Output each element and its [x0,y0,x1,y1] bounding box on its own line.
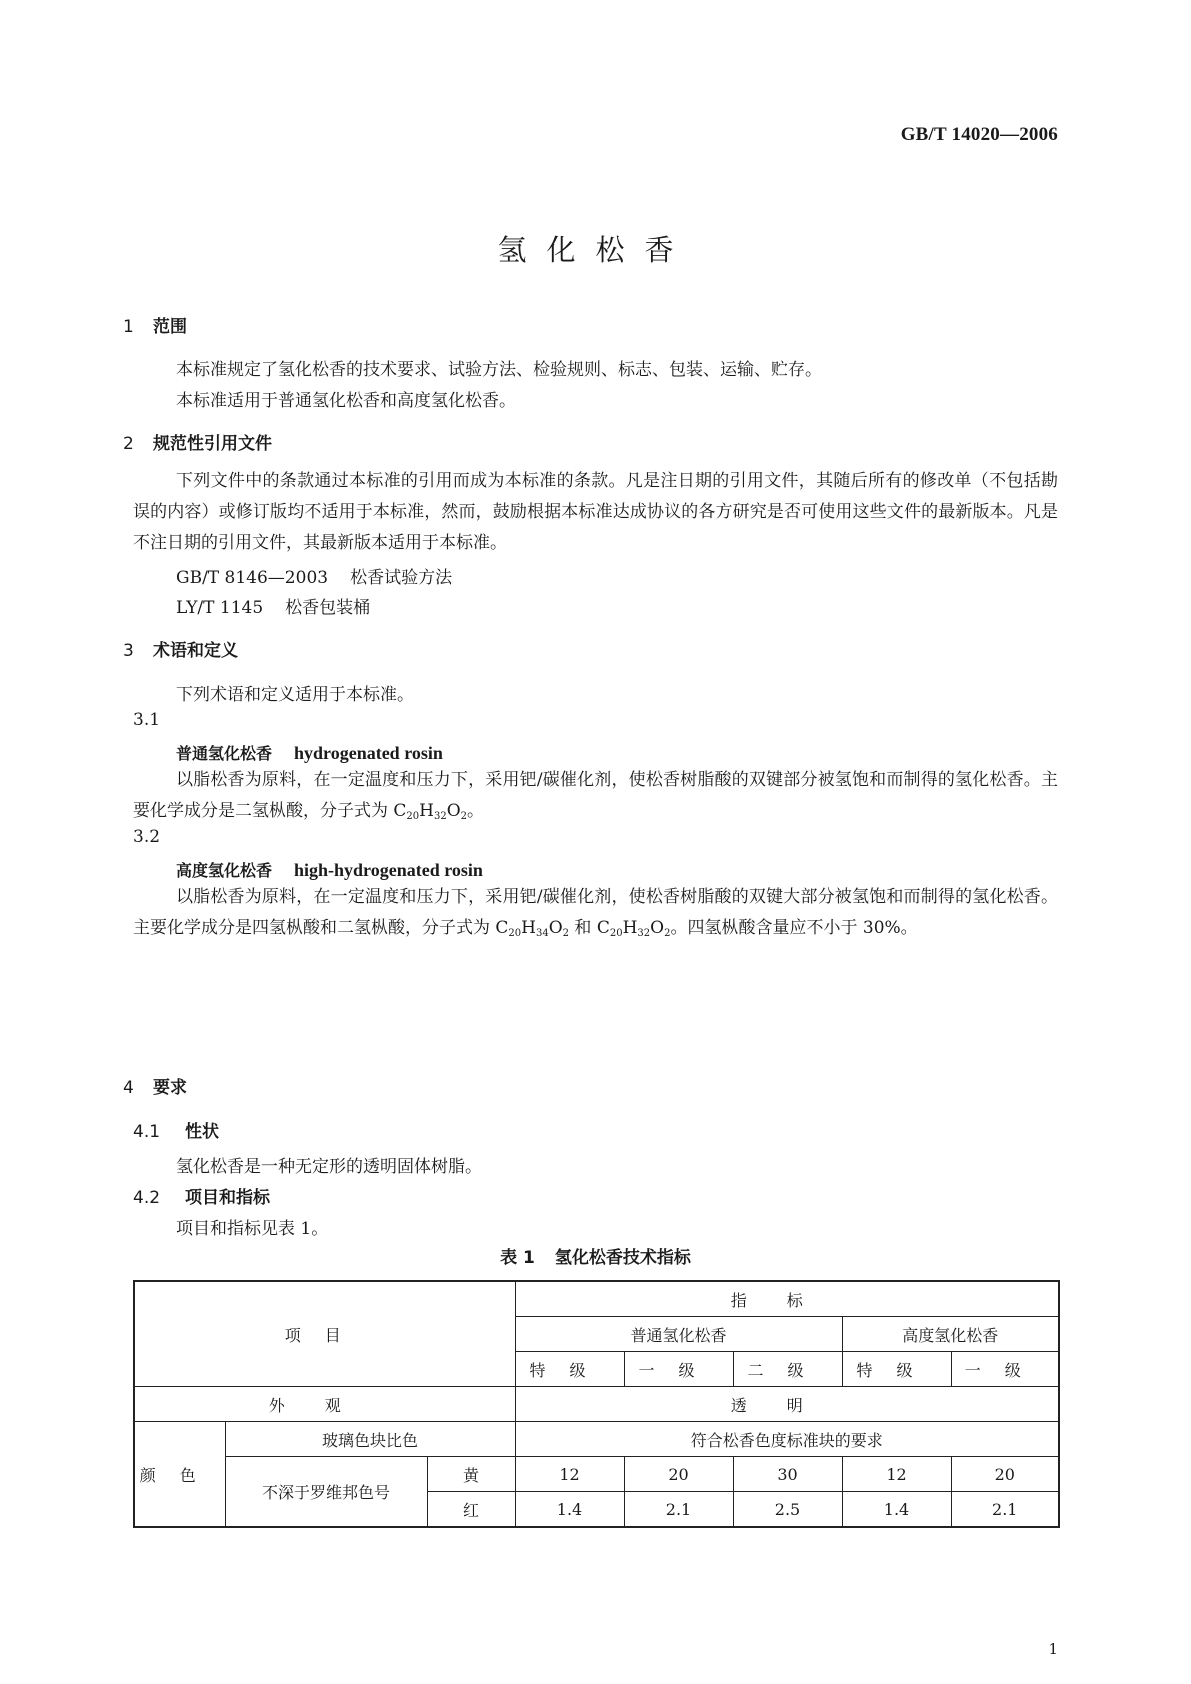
section-title: 性状 [185,1122,219,1142]
page-number: 1 [1048,1640,1058,1658]
paragraph: 本标准适用于普通氢化松香和高度氢化松香。 [176,391,516,411]
term-zh: 普通氢化松香 [176,744,273,763]
table-cell: 2.1 [624,1492,733,1528]
grade-cell: 特级 [515,1352,624,1387]
term-en: hydrogenated rosin [294,743,443,763]
formula: $C_{20}H_{32}O_2$ [393,801,468,822]
section-number: 2 [123,434,134,454]
term-zh: 高度氢化松香 [176,861,273,880]
table-row [134,1281,1059,1317]
table-cell: 2.1 [951,1492,1059,1528]
section-number: 4.1 [133,1122,161,1142]
header-group-a: 普通氢化松香 [515,1317,842,1352]
spec-table [133,1280,1060,1528]
section-number: 3 [123,641,134,661]
formula: $C_{20}H_{32}O_2$ [596,918,671,939]
paragraph: 氢化松香是一种无定形的透明固体树脂。 [176,1157,482,1177]
section-4-2-heading [133,1183,270,1208]
grade-cell: 一级 [951,1352,1059,1387]
paragraph: 下列文件中的条款通过本标准的引用而成为本标准的条款。凡是注日期的引用文件，其随后所有的修改单（不包括勘误的内容）或修订版均不适用于本标准，然而，鼓励根据本标准达成协议的各方研究是否可使用这些文件的最新版本。凡是不注日期的引用文件，其最新版本适用于本标准。 [133,471,1058,553]
table-label: 表 1 [500,1248,535,1268]
section-title: 范围 [153,317,187,337]
header-item: 项目 [134,1281,515,1387]
paragraph: 下列术语和定义适用于本标准。 [176,685,414,705]
term-definition: 以脂松香为原料，在一定温度和压力下，采用钯/碳催化剂，使松香树脂酸的双键部分被氢饱和而制得的氢化松香。主要化学成分是二氢枞酸，分子式为 $C_{20}H_{32}O_2$。 [133,770,1058,822]
table-cell: 20 [624,1457,733,1492]
reference-name: 松香包装桶 [285,598,371,618]
table-cell: 1.4 [842,1492,951,1528]
paragraph: 项目和指标见表 1。 [176,1219,329,1239]
table-cell: 30 [733,1457,842,1492]
term-heading [176,741,443,764]
table-row [134,1387,1059,1422]
appearance-label: 外观 [134,1387,515,1422]
table-cell: 12 [515,1457,624,1492]
section-number: 4 [123,1078,134,1098]
standard-number: GB/T 14020—2006 [900,124,1058,145]
color-label: 颜色 [134,1422,225,1528]
term-number: 3.1 [133,710,161,730]
header-group-b: 高度氢化松香 [842,1317,1059,1352]
section-number: 4.2 [133,1188,161,1208]
reference-item [176,563,452,588]
table-cell: 2.5 [733,1492,842,1528]
grade-cell: 二级 [733,1352,842,1387]
section-1-heading [123,312,187,337]
section-2-heading [123,429,272,454]
glass-label: 玻璃色块比色 [225,1422,515,1457]
appearance-value: 透明 [515,1387,1059,1422]
reference-name: 松香试验方法 [350,568,453,588]
reference-code: LY/T 1145 [176,598,264,618]
term-number: 3.2 [133,827,161,847]
table-cell: 12 [842,1457,951,1492]
reference-item [176,593,370,618]
grade-cell: 特级 [842,1352,951,1387]
section-4-heading [123,1073,187,1098]
yellow-label: 黄 [427,1457,515,1492]
section-title: 术语和定义 [153,641,238,661]
grade-cell: 一级 [624,1352,733,1387]
section-title: 项目和指标 [185,1188,270,1208]
paragraph: 本标准规定了氢化松香的技术要求、试验方法、检验规则、标志、包装、运输、贮存。 [176,360,822,380]
table-cell: 1.4 [515,1492,624,1528]
section-title: 要求 [153,1078,187,1098]
table-caption [0,1243,1191,1268]
term-heading [176,858,483,881]
reference-code: GB/T 8146—2003 [176,568,329,588]
section-3-heading [123,636,238,661]
section-title: 规范性引用文件 [153,434,272,454]
glass-value: 符合松香色度标准块的要求 [515,1422,1059,1457]
term-en: high-hydrogenated rosin [294,860,483,880]
header-index: 指标 [515,1281,1059,1317]
section-4-1-heading [133,1117,219,1142]
section-number: 1 [123,317,134,337]
red-label: 红 [427,1492,515,1528]
table-title: 氢化松香技术指标 [554,1248,691,1268]
table-row [134,1457,1059,1492]
table-row [134,1422,1059,1457]
formula: $C_{20}H_{34}O_2$ [495,918,570,939]
lovibond-label: 不深于罗维邦色号 [225,1457,427,1528]
term-definition: 以脂松香为原料，在一定温度和压力下，采用钯/碳催化剂，使松香树脂酸的双键大部分被氢饱和而制得的氢化松香。主要化学成分是四氢枞酸和二氢枞酸，分子式为 $C_{20}H_{34}O_2$ 和 $C_{20}H_{32}O_2$。四氢枞酸含量应不小于 30%。 [133,887,1058,939]
document-title: 氢化松香 [497,233,694,267]
table-cell: 20 [951,1457,1059,1492]
